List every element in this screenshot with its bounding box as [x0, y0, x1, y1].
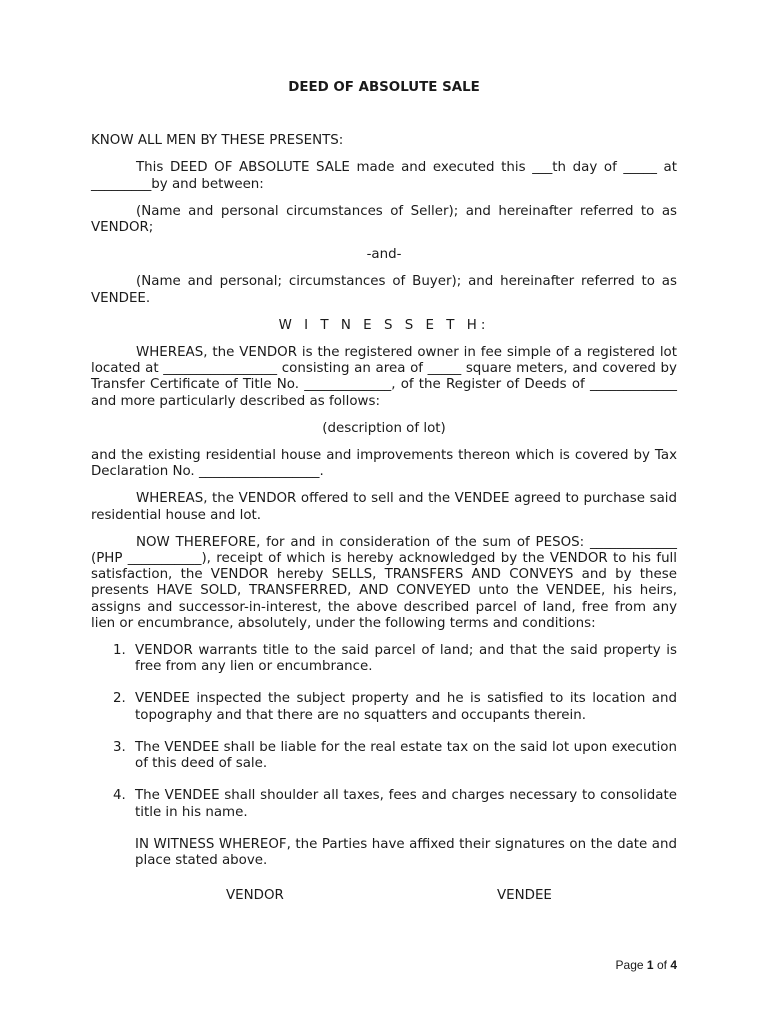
- now-therefore-paragraph: NOW THEREFORE, for and in consideration of the sum of PESOS: _____________ (PHP ___________), receipt of which is hereby acknowledged by the VENDOR to his full satisfaction, the VENDOR hereby SELLS, TRANSFERS AND CONVEYS and by these presents HAVE SOLD, TRANSFERRED, AND CONVEYED unto the VENDEE, his heirs, assigns and successor-in-interest, the above described parcel of land, free from any lien or encumbrance, absolutely, under the following terms and conditions:: [91, 534, 677, 631]
- terms-list: [91, 643, 677, 821]
- term-item: [113, 740, 677, 772]
- buyer-paragraph: (Name and personal; circumstances of Buyer); and hereinafter referred to as VENDEE.: [91, 274, 677, 306]
- term-number: 3.: [113, 739, 126, 755]
- term-text: The VENDEE shall shoulder all taxes, fees and charges necessary to consolidate title in his name.: [135, 788, 677, 820]
- term-item: [113, 691, 677, 723]
- vendee-signature-label: VENDEE: [497, 888, 552, 904]
- total-page-count: 4: [670, 958, 677, 972]
- term-item: [113, 643, 677, 675]
- term-text: VENDOR warrants title to the said parcel of land; and that the said property is free from any lien or encumbrance.: [135, 643, 677, 675]
- signature-row: [91, 888, 677, 906]
- of-word: of: [656, 958, 667, 972]
- term-text: VENDEE inspected the subject property and he is satisfied to its location and topography and that there are no squatters and occupants therein.: [135, 691, 677, 723]
- whereas-offer-paragraph: WHEREAS, the VENDOR offered to sell and the VENDEE agreed to purchase said residential house and lot.: [91, 491, 677, 523]
- seller-paragraph: (Name and personal circumstances of Seller); and hereinafter referred to as VENDOR;: [91, 203, 677, 236]
- page-word: Page: [615, 958, 644, 972]
- opening-line: KNOW ALL MEN BY THESE PRESENTS:: [91, 133, 344, 149]
- term-number: 1.: [113, 643, 126, 659]
- in-witness-paragraph: IN WITNESS WHEREOF, the Parties have affixed their signatures on the date and place stated above.: [135, 836, 677, 868]
- document-title: DEED OF ABSOLUTE SALE: [288, 80, 480, 95]
- page-number-footer: [616, 957, 677, 973]
- intro-paragraph: This DEED OF ABSOLUTE SALE made and executed this ___th day of _____ at _________by and between:: [91, 160, 677, 192]
- document-body: [91, 80, 677, 906]
- current-page-number: 1: [646, 958, 654, 972]
- term-number: 4.: [113, 788, 126, 804]
- term-number: 2.: [113, 691, 126, 707]
- and-separator: -and-: [366, 247, 402, 263]
- vendor-signature-label: VENDOR: [226, 888, 284, 904]
- lot-description: (description of lot): [322, 420, 446, 436]
- term-text: The VENDEE shall be liable for the real estate tax on the said lot upon execution of this deed of sale.: [135, 739, 677, 772]
- witnesseth-heading: W I T N E S S E T H:: [278, 317, 490, 333]
- term-item: [113, 788, 677, 820]
- house-paragraph: and the existing residential house and improvements thereon which is covered by Tax Declaration No. __________________.: [91, 448, 677, 480]
- whereas-ownership-paragraph: WHEREAS, the VENDOR is the registered owner in fee simple of a registered lot located at _________________ consisting an area of _____ square meters, and covered by Transfer Certificate of Title No. _____________, of the Register of Deeds of _____________ and more particularly described as follows:: [91, 345, 677, 409]
